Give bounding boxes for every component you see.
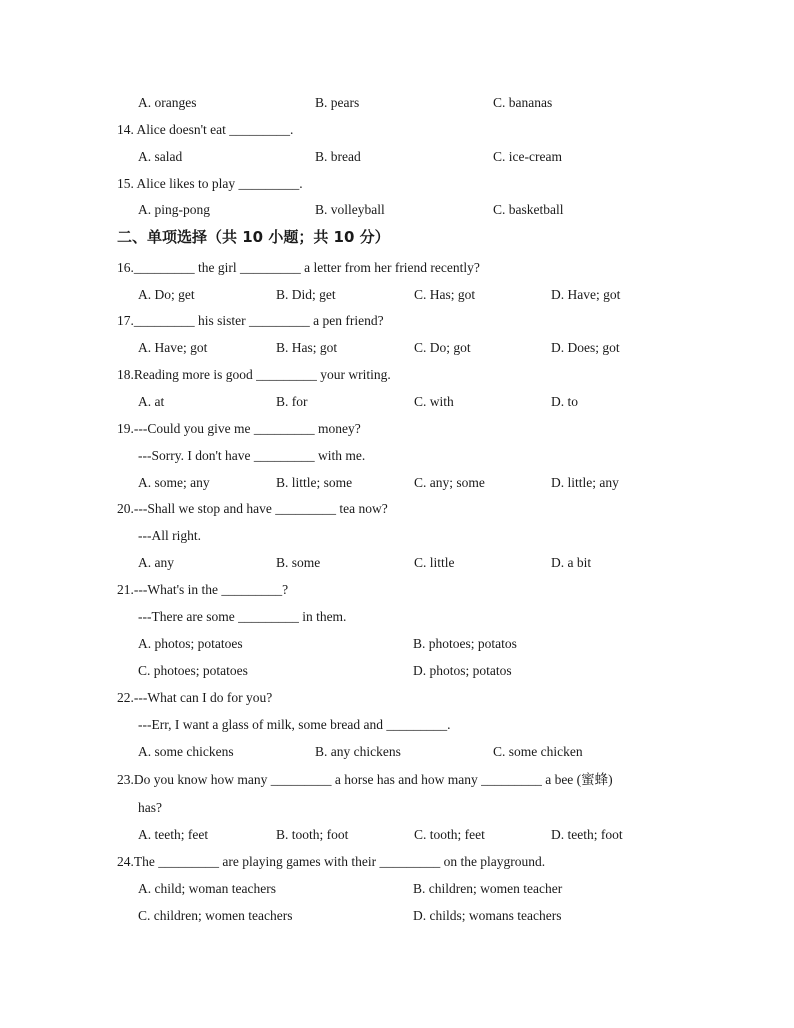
q22-stem-line (0, 688, 794, 708)
section-heading: 二、单项选择（共 10 小题；共 10 分） (117, 228, 390, 246)
q15-option-a: A. ping-pong (138, 202, 210, 217)
q22-dialog: ---Err, I want a glass of milk, some bread and _________. (138, 717, 451, 732)
q19-stem-line (0, 419, 794, 439)
q17-option-a: A. Have; got (138, 340, 208, 355)
q16-option-b: B. Did; get (276, 287, 336, 302)
q14-stem-line (0, 120, 794, 140)
q18-stem-line (0, 365, 794, 385)
q15-option-c: C. basketball (493, 202, 564, 217)
q19-option-d: D. little; any (551, 475, 619, 490)
q20-stem: 20.---Shall we stop and have _________ tea now? (117, 501, 388, 516)
q14-option-a: A. salad (138, 149, 183, 164)
q18-option-d: D. to (551, 394, 578, 409)
q16-option-d: D. Have; got (551, 287, 621, 302)
q18-option-b: B. for (276, 394, 308, 409)
q21-option-b: B. photoes; potatos (413, 636, 517, 651)
q14-stem: 14. Alice doesn't eat _________. (117, 122, 294, 137)
q14-options (0, 147, 794, 167)
q17-option-c: C. Do; got (414, 340, 471, 355)
q16-options (0, 285, 794, 305)
q22-option-c: C. some chicken (493, 744, 583, 759)
q17-stem: 17._________ his sister _________ a pen friend? (117, 313, 384, 328)
q22-options (0, 742, 794, 762)
q23-option-a: A. teeth; feet (138, 827, 209, 842)
q16-stem: 16._________ the girl _________ a letter from her friend recently? (117, 260, 480, 275)
q21-stem-line (0, 580, 794, 600)
q20-dialog: ---All right. (138, 528, 201, 543)
q21-option-a: A. photos; potatoes (138, 636, 243, 651)
q21-options-cd (0, 661, 794, 681)
q13-option-c: C. bananas (493, 95, 553, 110)
q15-stem-line (0, 174, 794, 194)
q19-stem: 19.---Could you give me _________ money? (117, 421, 361, 436)
q19-option-a: A. some; any (138, 475, 210, 490)
q20-option-a: A. any (138, 555, 174, 570)
q15-stem: 15. Alice likes to play _________. (117, 176, 303, 191)
q16-option-c: C. Has; got (414, 287, 476, 302)
q19-option-b: B. little; some (276, 475, 353, 490)
q16-option-a: A. Do; get (138, 287, 195, 302)
q21-options-ab (0, 634, 794, 654)
q20-stem-line (0, 499, 794, 519)
q21-dialog-line (0, 607, 794, 627)
q13-option-a: A. oranges (138, 95, 197, 110)
q22-dialog-line (0, 715, 794, 735)
q23-option-b: B. tooth; foot (276, 827, 349, 842)
q23-stem: 23.Do you know how many _________ a horse has and how many _________ a bee (蜜蜂) (117, 772, 613, 787)
q15-options (0, 200, 794, 220)
q21-option-c: C. photoes; potatoes (138, 663, 248, 678)
q15-option-b: B. volleyball (315, 202, 385, 217)
q17-options (0, 338, 794, 358)
q20-dialog-line (0, 526, 794, 546)
q17-option-d: D. Does; got (551, 340, 620, 355)
q24-option-a: A. child; woman teachers (138, 881, 276, 896)
q23-continuation-line (0, 798, 794, 818)
q24-options-ab (0, 879, 794, 899)
q14-option-c: C. ice-cream (493, 149, 562, 164)
q20-options (0, 553, 794, 573)
q24-option-c: C. children; women teachers (138, 908, 293, 923)
q18-option-c: C. with (414, 394, 454, 409)
q17-stem-line (0, 311, 794, 331)
q23-continuation: has? (138, 800, 162, 815)
q20-option-c: C. little (414, 555, 455, 570)
q23-options (0, 825, 794, 845)
q23-stem-line (0, 770, 794, 790)
q18-options (0, 392, 794, 412)
q17-option-b: B. Has; got (276, 340, 338, 355)
q22-option-b: B. any chickens (315, 744, 401, 759)
q24-option-d: D. childs; womans teachers (413, 908, 562, 923)
q19-options (0, 473, 794, 493)
q21-option-d: D. photos; potatos (413, 663, 512, 678)
q22-option-a: A. some chickens (138, 744, 234, 759)
q20-option-b: B. some (276, 555, 321, 570)
q24-options-cd (0, 906, 794, 926)
q21-dialog: ---There are some _________ in them. (138, 609, 347, 624)
q13-option-b: B. pears (315, 95, 360, 110)
q19-dialog: ---Sorry. I don't have _________ with me. (138, 448, 366, 463)
q20-option-d: D. a bit (551, 555, 592, 570)
q24-stem: 24.The _________ are playing games with their _________ on the playground. (117, 854, 546, 869)
q13-options (0, 93, 794, 113)
q24-option-b: B. children; women teacher (413, 881, 563, 896)
q18-stem: 18.Reading more is good _________ your writing. (117, 367, 391, 382)
q21-stem: 21.---What's in the _________? (117, 582, 289, 597)
q22-stem: 22.---What can I do for you? (117, 690, 273, 705)
q16-stem-line (0, 258, 794, 278)
q18-option-a: A. at (138, 394, 165, 409)
q23-option-c: C. tooth; feet (414, 827, 485, 842)
q19-option-c: C. any; some (414, 475, 485, 490)
q19-dialog-line (0, 446, 794, 466)
q14-option-b: B. bread (315, 149, 361, 164)
q24-stem-line (0, 852, 794, 872)
q23-option-d: D. teeth; foot (551, 827, 623, 842)
